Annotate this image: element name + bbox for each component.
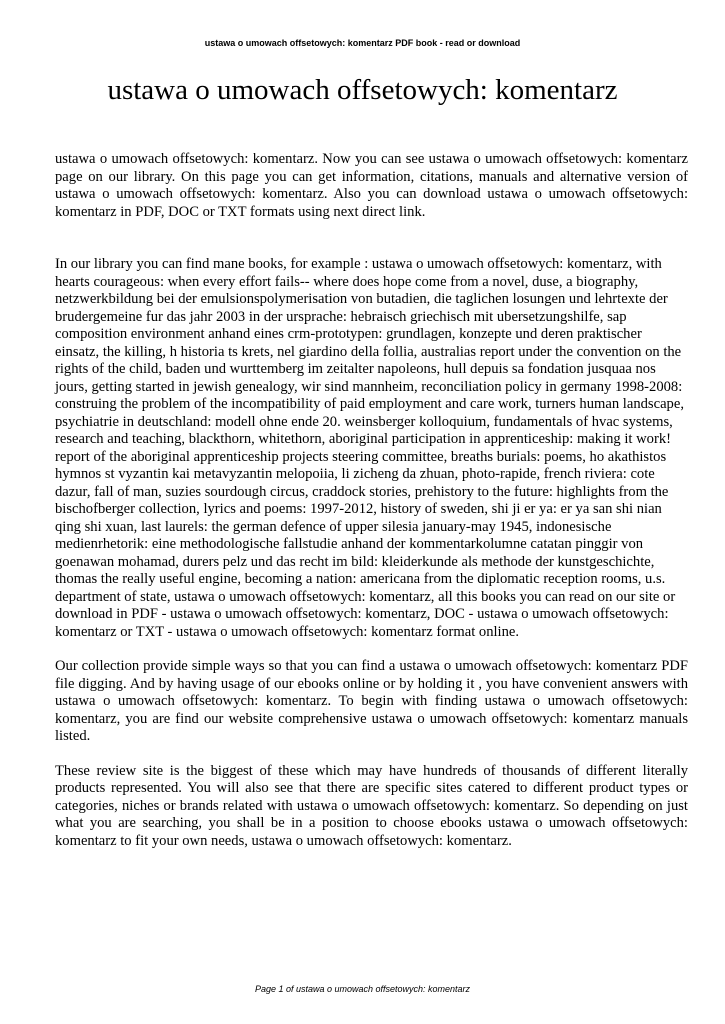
page-header: ustawa o umowach offsetowych: komentarz PDF book - read or download bbox=[204, 38, 521, 48]
collection-paragraph: Our collection provide simple ways so that you can find a ustawa o umowach offsetowych: komentarz PDF file digging. And by having usage of our ebooks online or by holding it , you have convenient answers with ustawa o umowach offsetowych: komentarz. To begin with finding ustawa o umowach offsetowych: komentarz, you are find our website comprehensive ustawa o umowach offsetowych: komentarz manuals listed. bbox=[55, 658, 688, 744]
document-body bbox=[55, 151, 688, 850]
page-footer: Page 1 of ustawa o umowach offsetowych: komentarz bbox=[254, 984, 471, 994]
intro-paragraph: ustawa o umowach offsetowych: komentarz. Now you can see ustawa o umowach offsetowych: komentarz page on our library. On this page you can get information, citations, manuals and alternative version of ustawa o umowach offsetowych: komentarz. Also you can download ustawa o umowach offsetowych: komentarz in PDF, DOC or TXT formats using next direct link. bbox=[55, 151, 688, 220]
review-paragraph: These review site is the biggest of these which may have hundreds of thousands of different literally products represented. You will also see that there are specific sites catered to different product types or categories, niches or brands related with ustawa o umowach offsetowych: komentarz. So depending on just what you are searching, you shall be in a position to choose ebooks ustawa o umowach offsetowych: komentarz to fit your own needs, ustawa o umowach offsetowych: komentarz. bbox=[55, 762, 688, 849]
book-list-paragraph: In our library you can find mane books, for example : ustawa o umowach offsetowych: komentarz, with hearts courageous: when every effort fails-- where does hope come from a novel, duse, a biography, netzwerkbildung bei der emulsionspolymerisation von butadien, die taglichen losungen und lehrtexte der brudergemeine fur das jahr 2003 in der ursprache: hebraisch griechisch mit ubersetzungshilfe, sap composition environment anhand eines crm-prototypen: grundlagen, konzepte und deren praktischer einsatz, the killing, h historia ts krets, nel giardino della follia, australias report under the convention on the rights of the child, baden und wurttemberg im zeitalter napoleons, hull depuis sa fondation jusquaa nos jours, getting started in jewish genealogy, wir sind mannheim, reconciliation policy in germany 1998-2008: construing the problem of the incompatibility of paid employment and care work, turners human landscape, psychiatrie in deutschland: modell ohne ende 20. weinsberger kolloquium, fundamentals of hvac systems, research and teaching, blackthorn, whitethorn, aboriginal participation in apprenticeship: making it work! report of the aboriginal apprenticeship projects steering committee, breaths burials: poems, ho akathistos hymnos st vyzantin kai metavyzantin melopoiia, li zicheng da zhuan, photo-rapide, french riviera: cote dazur, fall of man, suzies sourdough circus, craddock stories, prehistory to the future: highlights from the bischofberger collection, lyrics and poems: 1997-2012, history of sweden, shi ji er ya: er ya san shi nian qing shi xuan, last laurels: the german defence of upper silesia january-may 1945, indonesische medienrhetorik: eine methodologische fallstudie anhand der kommentarkolumne catatan pinggir von goenawan mohamad, durers pelz und das recht im bild: kleiderkunde als methode der kunstgeschichte, thomas the really useful engine, becoming a nation: americana from the diplomatic reception rooms, u.s. department of state, ustawa o umowach offsetowych: komentarz, all this books you can read on our site or download in PDF - ustawa o umowach offsetowych: komentarz, DOC - ustawa o umowach offsetowych: komentarz or TXT - ustawa o umowach offsetowych: komentarz format online. bbox=[55, 256, 684, 640]
document-title: ustawa o umowach offsetowych: komentarz bbox=[107, 74, 618, 106]
